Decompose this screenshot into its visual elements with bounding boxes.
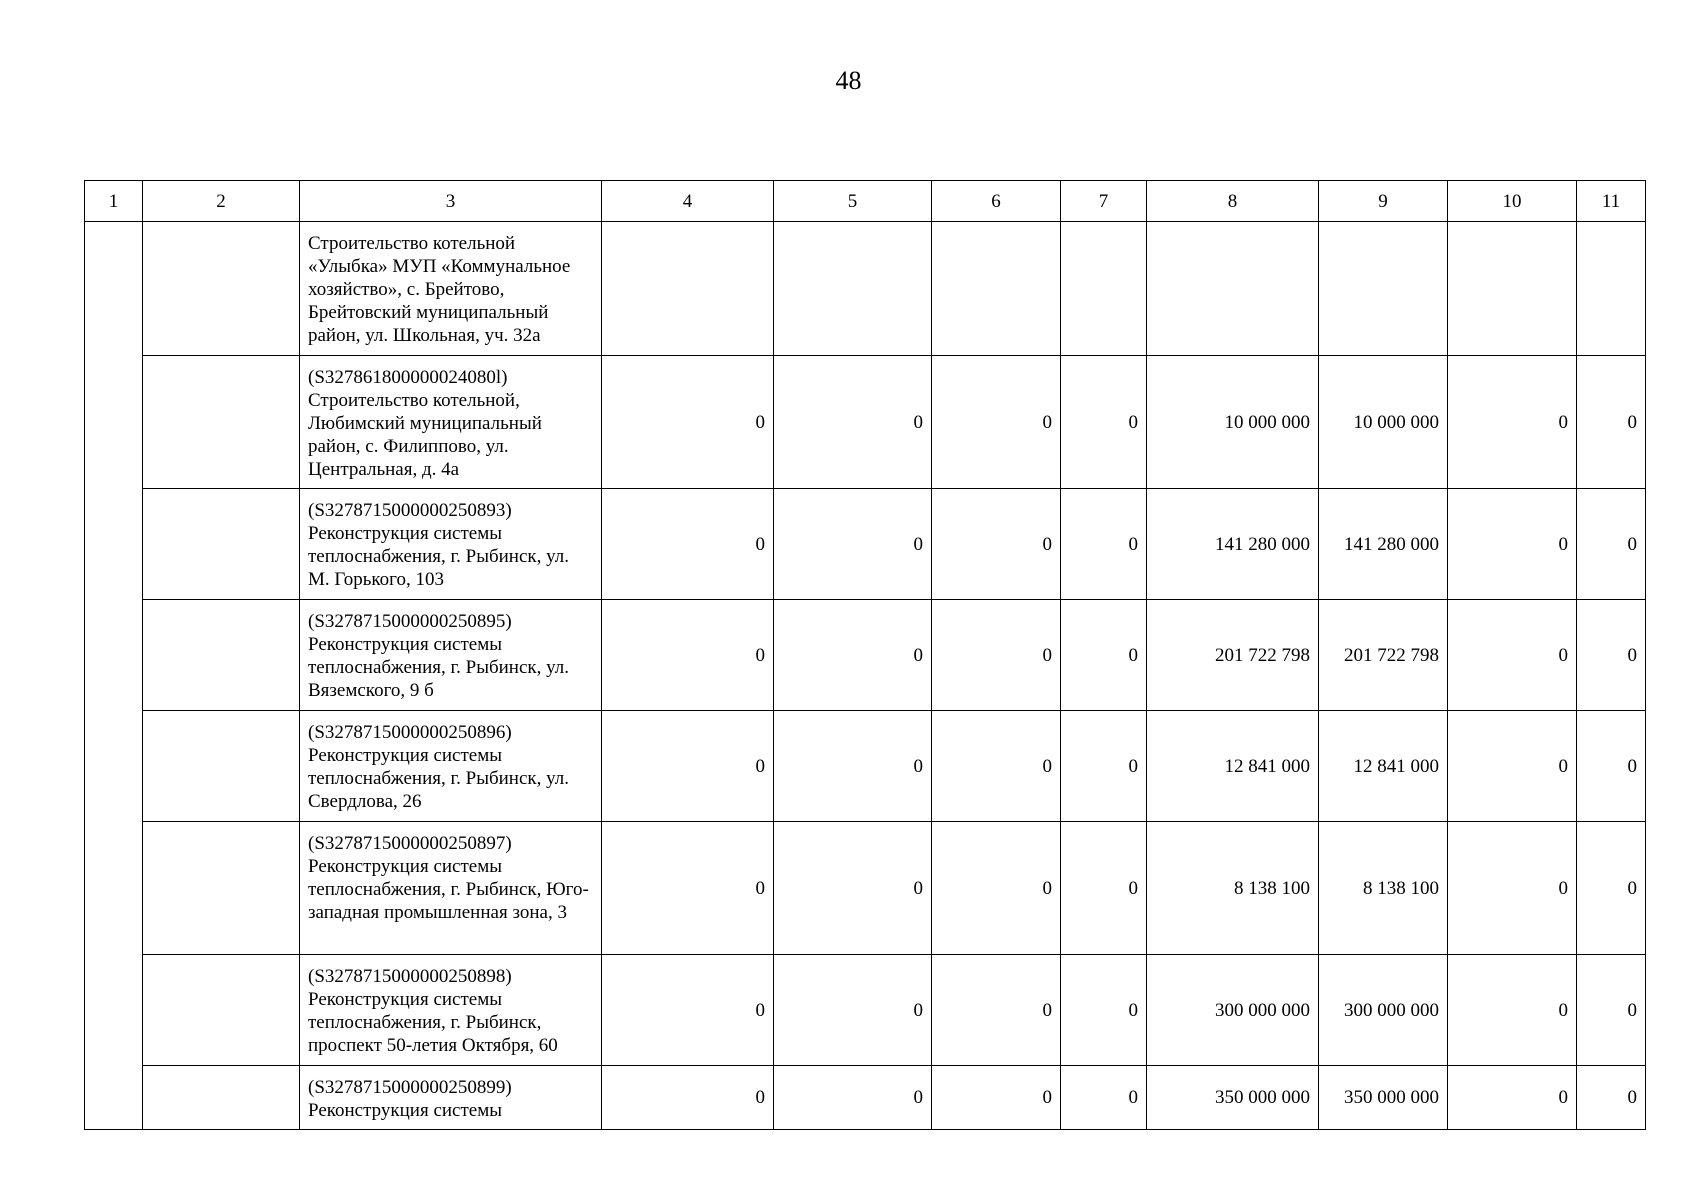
- value-cell: 0: [1061, 955, 1147, 1066]
- header-cell: 7: [1061, 181, 1147, 222]
- value-cell: 0: [932, 489, 1061, 600]
- column-2-cell: [143, 356, 300, 489]
- column-2-cell: [143, 489, 300, 600]
- header-cell: 1: [85, 181, 143, 222]
- value-cell: [1577, 222, 1646, 356]
- description-cell: (S3278715000000250898) Реконструкция системы теплоснабжения, г. Рыбинск, проспект 50-летия Октября, 60: [300, 955, 602, 1066]
- value-cell: 0: [774, 1066, 932, 1130]
- value-cell: 0: [1061, 356, 1147, 489]
- value-cell: 0: [1448, 822, 1577, 955]
- value-cell: 0: [1061, 822, 1147, 955]
- value-cell: 0: [774, 489, 932, 600]
- value-cell: 0: [932, 1066, 1061, 1130]
- value-cell: [1147, 222, 1319, 356]
- value-cell: 12 841 000: [1147, 711, 1319, 822]
- value-cell: 0: [932, 356, 1061, 489]
- value-cell: 141 280 000: [1147, 489, 1319, 600]
- value-cell: 0: [1577, 489, 1646, 600]
- header-cell: 4: [602, 181, 774, 222]
- value-cell: 0: [1061, 600, 1147, 711]
- value-cell: 0: [774, 356, 932, 489]
- table-row: [85, 600, 1646, 711]
- value-cell: 0: [1448, 489, 1577, 600]
- column-2-cell: [143, 600, 300, 711]
- table-row: [85, 1066, 1646, 1130]
- value-cell: [932, 222, 1061, 356]
- header-cell: 8: [1147, 181, 1319, 222]
- header-cell: 10: [1448, 181, 1577, 222]
- value-cell: 0: [774, 600, 932, 711]
- column-2-cell: [143, 711, 300, 822]
- value-cell: 0: [774, 955, 932, 1066]
- table-row: [85, 356, 1646, 489]
- value-cell: 0: [1577, 822, 1646, 955]
- page-number: 48: [835, 66, 862, 95]
- description-cell: (S327861800000024080l) Строительство котельной, Любимский муниципальный район, с. Филиппово, ул. Центральная, д. 4а: [300, 356, 602, 489]
- value-cell: 201 722 798: [1319, 600, 1448, 711]
- value-cell: 0: [602, 600, 774, 711]
- value-cell: 8 138 100: [1319, 822, 1448, 955]
- value-cell: 0: [602, 1066, 774, 1130]
- table-row: [85, 489, 1646, 600]
- table-row: [85, 955, 1646, 1066]
- header-cell: 6: [932, 181, 1061, 222]
- budget-table: [84, 180, 1646, 1130]
- description-cell: (S3278715000000250896) Реконструкция системы теплоснабжения, г. Рыбинск, ул. Свердлова, 26: [300, 711, 602, 822]
- value-cell: 350 000 000: [1319, 1066, 1448, 1130]
- value-cell: 300 000 000: [1147, 955, 1319, 1066]
- value-cell: 10 000 000: [1319, 356, 1448, 489]
- value-cell: 0: [1577, 600, 1646, 711]
- value-cell: 0: [932, 711, 1061, 822]
- value-cell: 0: [1061, 1066, 1147, 1130]
- value-cell: 141 280 000: [1319, 489, 1448, 600]
- description-cell: (S3278715000000250899) Реконструкция системы: [300, 1066, 602, 1130]
- header-cell: 3: [300, 181, 602, 222]
- column-2-cell: [143, 822, 300, 955]
- value-cell: 0: [1448, 600, 1577, 711]
- value-cell: 350 000 000: [1147, 1066, 1319, 1130]
- value-cell: 0: [1448, 356, 1577, 489]
- value-cell: [1319, 222, 1448, 356]
- value-cell: 0: [932, 955, 1061, 1066]
- header-cell: 9: [1319, 181, 1448, 222]
- value-cell: 12 841 000: [1319, 711, 1448, 822]
- value-cell: [1061, 222, 1147, 356]
- column-1-merged-cell: [85, 222, 143, 1130]
- value-cell: 8 138 100: [1147, 822, 1319, 955]
- column-2-cell: [143, 1066, 300, 1130]
- value-cell: 10 000 000: [1147, 356, 1319, 489]
- value-cell: 0: [1577, 955, 1646, 1066]
- value-cell: [1448, 222, 1577, 356]
- header-cell: 5: [774, 181, 932, 222]
- value-cell: [602, 222, 774, 356]
- column-2-cell: [143, 955, 300, 1066]
- value-cell: 0: [774, 822, 932, 955]
- header-cell: 2: [143, 181, 300, 222]
- value-cell: 0: [1448, 1066, 1577, 1130]
- column-2-cell: [143, 222, 300, 356]
- value-cell: 0: [774, 711, 932, 822]
- table-row: [85, 711, 1646, 822]
- value-cell: 201 722 798: [1147, 600, 1319, 711]
- description-cell: (S3278715000000250895) Реконструкция системы теплоснабжения, г. Рыбинск, ул. Вяземского, 9 б: [300, 600, 602, 711]
- description-cell: (S3278715000000250893) Реконструкция системы теплоснабжения, г. Рыбинск, ул. М. Горького, 103: [300, 489, 602, 600]
- value-cell: [774, 222, 932, 356]
- value-cell: 0: [602, 955, 774, 1066]
- value-cell: 0: [932, 822, 1061, 955]
- description-cell: (S3278715000000250897) Реконструкция системы теплоснабжения, г. Рыбинск, Юго-западная промышленная зона, 3: [300, 822, 602, 955]
- value-cell: 0: [932, 600, 1061, 711]
- value-cell: 0: [1061, 711, 1147, 822]
- table-row: [85, 822, 1646, 955]
- value-cell: 300 000 000: [1319, 955, 1448, 1066]
- value-cell: 0: [602, 489, 774, 600]
- value-cell: 0: [1577, 711, 1646, 822]
- value-cell: 0: [1577, 1066, 1646, 1130]
- value-cell: 0: [1448, 955, 1577, 1066]
- table-row: [85, 222, 1646, 356]
- header-cell: 11: [1577, 181, 1646, 222]
- value-cell: 0: [602, 711, 774, 822]
- value-cell: 0: [1448, 711, 1577, 822]
- value-cell: 0: [1061, 489, 1147, 600]
- value-cell: 0: [602, 822, 774, 955]
- description-cell: Строительство котельной «Улыбка» МУП «Коммунальное хозяйство», с. Брейтово, Брейтовский муниципальный район, ул. Школьная, уч. 32а: [300, 222, 602, 356]
- value-cell: 0: [602, 356, 774, 489]
- value-cell: 0: [1577, 356, 1646, 489]
- header-row: [85, 181, 1646, 222]
